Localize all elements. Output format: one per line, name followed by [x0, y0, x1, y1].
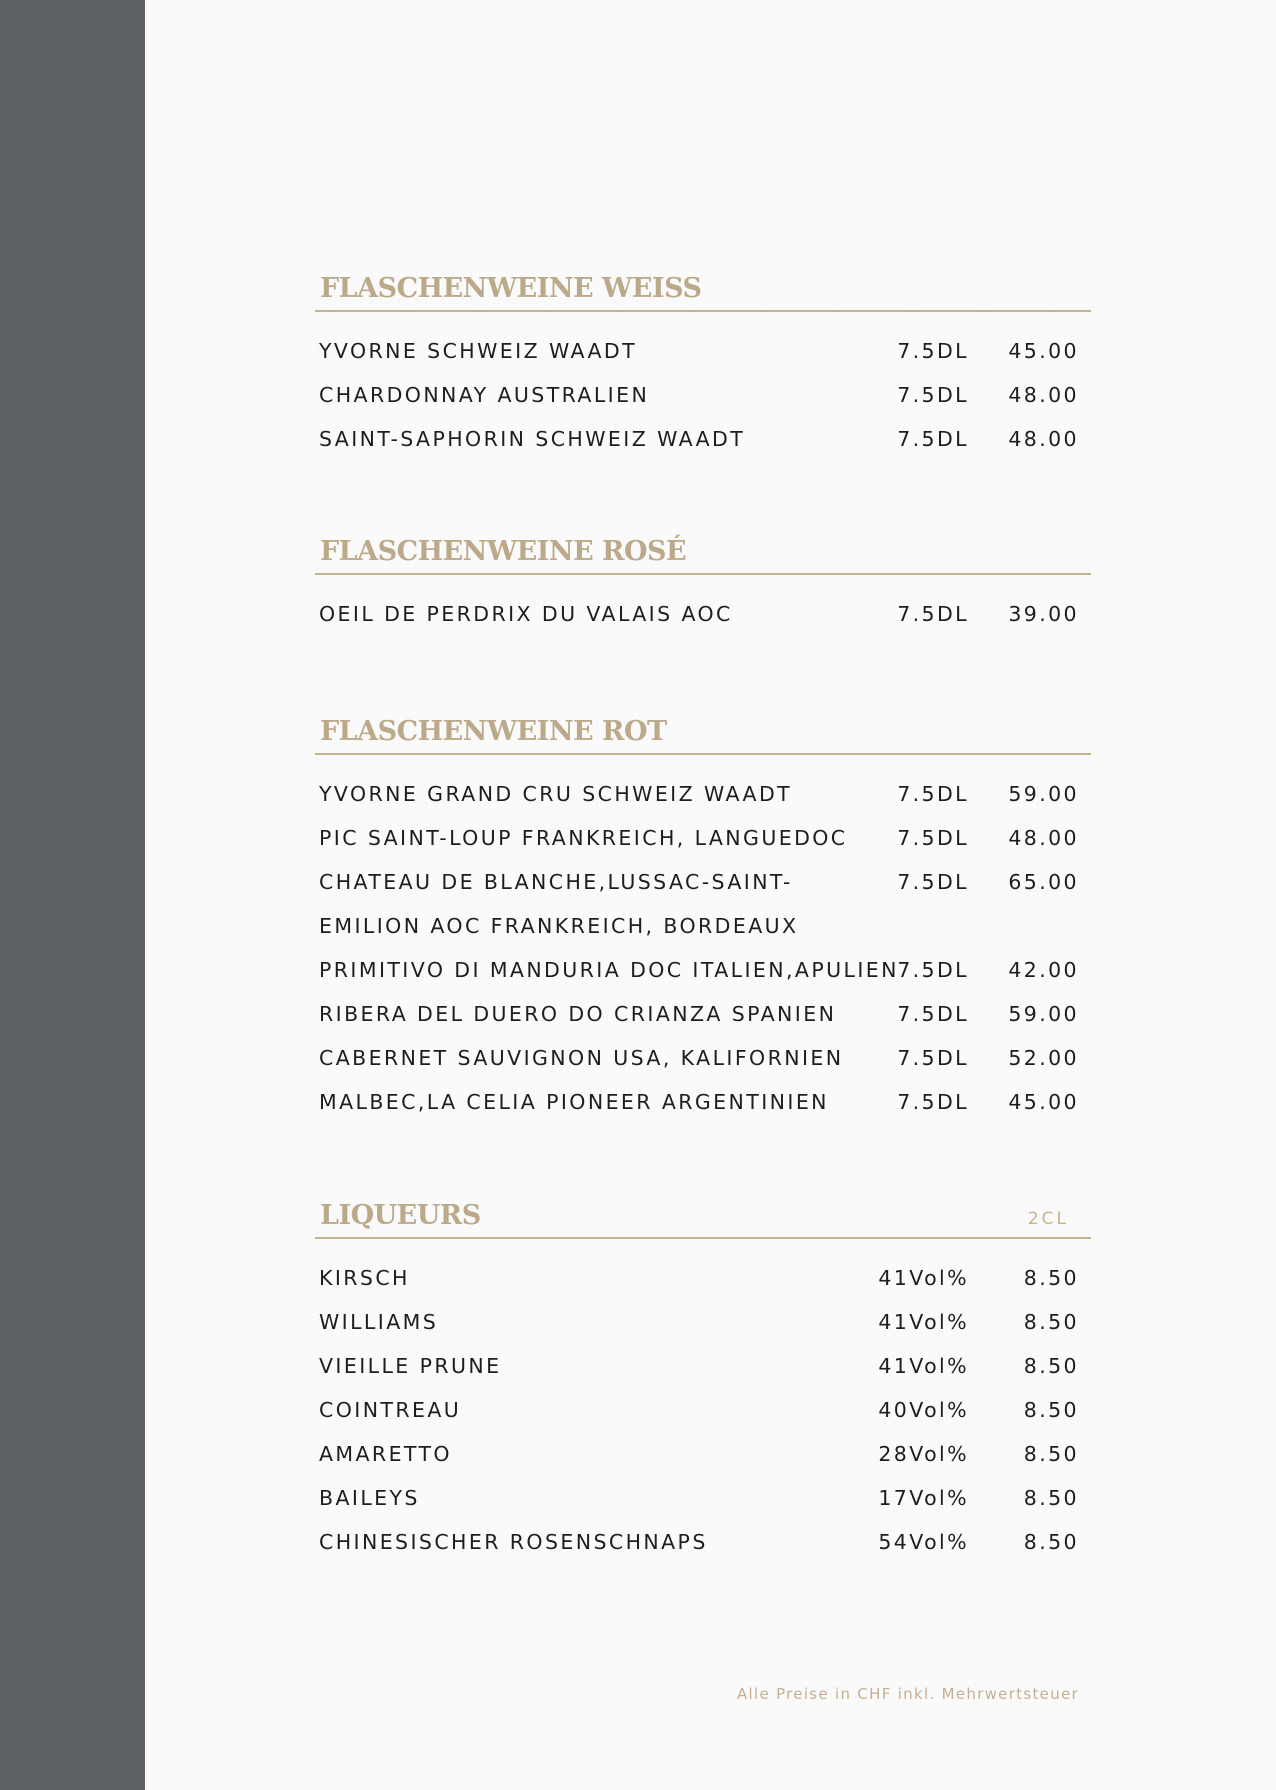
item-name: CHINESISCHER ROSENSCHNAPS	[319, 1530, 708, 1554]
item-size: 7.5DL	[897, 1090, 969, 1114]
item-name: SAINT-SAPHORIN SCHWEIZ WAADT	[319, 427, 746, 451]
section-header	[315, 713, 1091, 755]
section-white-wine	[315, 270, 1091, 464]
section-unit: 2CL	[1027, 1209, 1069, 1229]
menu-item	[315, 595, 1091, 639]
item-name: AMARETTO	[319, 1442, 452, 1466]
item-price: 8.50	[1023, 1266, 1079, 1290]
item-size: 7.5DL	[897, 958, 969, 982]
item-price: 45.00	[1008, 339, 1079, 363]
item-price: 59.00	[1008, 782, 1079, 806]
item-name: OEIL DE PERDRIX DU VALAIS AOC	[319, 602, 733, 626]
sidebar-band	[0, 0, 145, 1790]
menu-item	[315, 863, 1091, 951]
price-note: Alle Preise in CHF inkl. Mehrwertsteuer	[737, 1685, 1079, 1703]
item-price: 65.00	[1008, 870, 1079, 894]
item-name: RIBERA DEL DUERO DO CRIANZA SPANIEN	[319, 1002, 837, 1026]
menu-item	[315, 1259, 1091, 1303]
item-name: VIEILLE PRUNE	[319, 1354, 502, 1378]
item-price: 8.50	[1023, 1398, 1079, 1422]
item-list	[315, 1259, 1091, 1567]
section-title: FLASCHENWEINE ROT	[320, 716, 667, 747]
menu-item	[315, 420, 1091, 464]
item-price: 42.00	[1008, 958, 1079, 982]
item-abv: 17Vol%	[878, 1486, 969, 1510]
menu-item	[315, 1347, 1091, 1391]
item-name: COINTREAU	[319, 1398, 462, 1422]
item-name: YVORNE SCHWEIZ WAADT	[319, 339, 638, 363]
menu-item	[315, 1303, 1091, 1347]
menu-item	[315, 775, 1091, 819]
item-price: 48.00	[1008, 826, 1079, 850]
item-name: KIRSCH	[319, 1266, 410, 1290]
item-name: BAILEYS	[319, 1486, 420, 1510]
item-list	[315, 332, 1091, 464]
item-size: 7.5DL	[897, 383, 969, 407]
item-size: 7.5DL	[897, 602, 969, 626]
section-red-wine	[315, 713, 1091, 1127]
item-abv: 41Vol%	[878, 1266, 969, 1290]
item-abv: 28Vol%	[878, 1442, 969, 1466]
item-name: CHATEAU DE BLANCHE,LUSSAC-SAINT-	[319, 870, 793, 894]
section-title: FLASCHENWEINE WEISS	[320, 273, 702, 304]
menu-item	[315, 376, 1091, 420]
item-size: 7.5DL	[897, 1002, 969, 1026]
section-rose-wine	[315, 533, 1091, 639]
item-name-continued: EMILION AOC FRANKREICH, BORDEAUX	[319, 914, 799, 938]
item-name: PRIMITIVO DI MANDURIA DOC ITALIEN,APULIEN	[319, 958, 899, 982]
menu-item	[315, 995, 1091, 1039]
item-size: 7.5DL	[897, 427, 969, 451]
section-header	[315, 1197, 1091, 1239]
item-name: YVORNE GRAND CRU SCHWEIZ WAADT	[319, 782, 793, 806]
menu-item	[315, 332, 1091, 376]
item-size: 7.5DL	[897, 782, 969, 806]
section-header	[315, 533, 1091, 575]
item-abv: 54Vol%	[878, 1530, 969, 1554]
item-size: 7.5DL	[897, 870, 969, 894]
item-size: 7.5DL	[897, 826, 969, 850]
item-price: 8.50	[1023, 1310, 1079, 1334]
section-title: LIQUEURS	[320, 1200, 481, 1231]
item-list	[315, 775, 1091, 1127]
menu-item	[315, 1391, 1091, 1435]
item-price: 45.00	[1008, 1090, 1079, 1114]
item-name: CABERNET SAUVIGNON USA, KALIFORNIEN	[319, 1046, 844, 1070]
item-name: CHARDONNAY AUSTRALIEN	[319, 383, 650, 407]
item-size: 7.5DL	[897, 1046, 969, 1070]
menu-item	[315, 951, 1091, 995]
item-price: 48.00	[1008, 383, 1079, 407]
menu-item	[315, 1435, 1091, 1479]
item-price: 39.00	[1008, 602, 1079, 626]
menu-item	[315, 1083, 1091, 1127]
item-price: 59.00	[1008, 1002, 1079, 1026]
item-price: 48.00	[1008, 427, 1079, 451]
item-price: 8.50	[1023, 1530, 1079, 1554]
item-size: 7.5DL	[897, 339, 969, 363]
section-header	[315, 270, 1091, 312]
item-list	[315, 595, 1091, 639]
item-price: 8.50	[1023, 1442, 1079, 1466]
menu-item	[315, 819, 1091, 863]
item-name: MALBEC,LA CELIA PIONEER ARGENTINIEN	[319, 1090, 829, 1114]
section-liqueurs	[315, 1197, 1091, 1567]
menu-item	[315, 1479, 1091, 1523]
item-price: 52.00	[1008, 1046, 1079, 1070]
item-abv: 41Vol%	[878, 1310, 969, 1334]
item-price: 8.50	[1023, 1486, 1079, 1510]
section-title: FLASCHENWEINE ROSÉ	[320, 536, 687, 567]
item-abv: 40Vol%	[878, 1398, 969, 1422]
item-price: 8.50	[1023, 1354, 1079, 1378]
menu-item	[315, 1523, 1091, 1567]
item-name: PIC SAINT-LOUP FRANKREICH, LANGUEDOC	[319, 826, 848, 850]
item-name: WILLIAMS	[319, 1310, 439, 1334]
item-abv: 41Vol%	[878, 1354, 969, 1378]
menu-item	[315, 1039, 1091, 1083]
